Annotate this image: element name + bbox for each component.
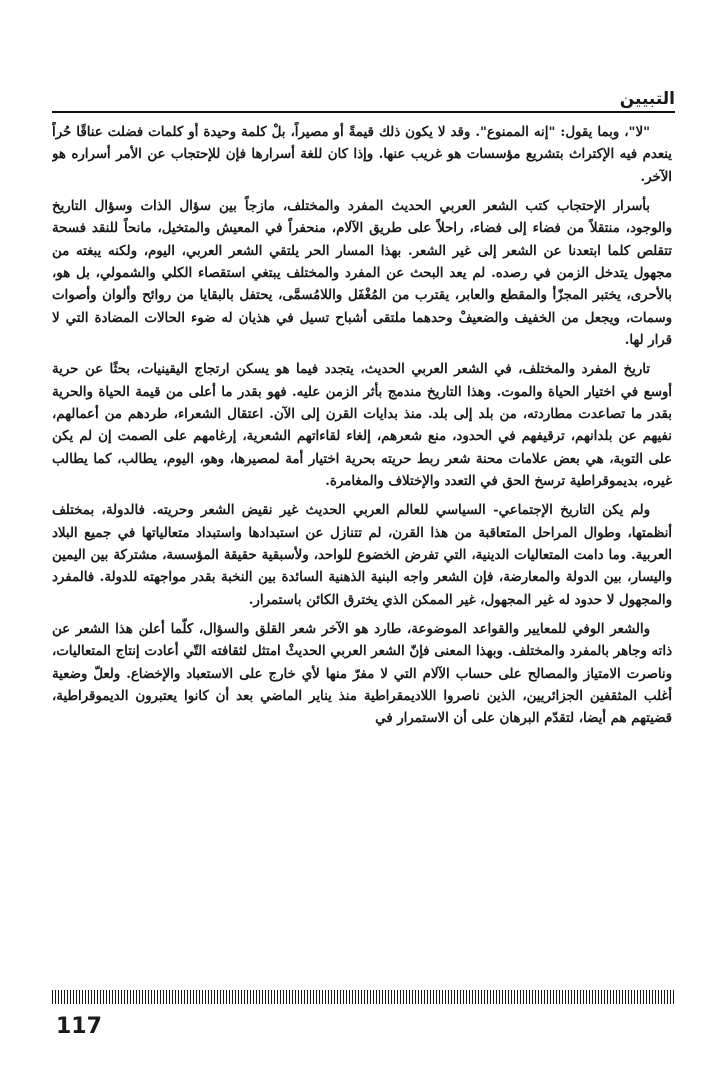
body-text xyxy=(52,122,672,982)
paragraph: "لا"، وبما يقول: "إنه الممنوع". وقد لا يكون ذلك قيمةً أو مصيراً، بلْ كلمة وحيدة أو كلمات فضلت عناقًا حُراً ينعدم فيه الإكتراث بتشريع مؤسسات هو غريب عنها. وإذا كان للغة أسرارها فإن للإحتجاب عن الأمر أسراره هو الآخر. xyxy=(52,125,672,185)
running-header xyxy=(52,84,675,108)
page-number: 117 xyxy=(56,1014,102,1039)
footer-ornament-rule xyxy=(52,990,675,1004)
paragraph: والشعر الوفي للمعايير والقواعد الموضوعة، طارد هو الآخر شعر القلق والسؤال، كلّما أعلن هذا الشعر عن ذاته وجاهر بالمفرد والمختلف. وبهذا المعنى فإنّ الشعر العربي الحديثْ امتثل لثقافته التّي أعادت إنتاج المتعاليات، وناصرت الامتياز والمصالح على حساب الآلام التي لا مفرّ منها لأي خارج على الاستعباد والإخضاع. ولعلّ وضعية أغلب المثقفين الجزائريين، الذين ناصروا اللاديمقراطية منذ يناير الماضي بعد أن كانوا يعتبرون الديموقراطية، قضيتهم هم أيضا، لتقدّم البرهان على أن الاستمرار في xyxy=(52,621,672,727)
header-divider xyxy=(52,111,675,113)
paragraph: تاريخ المفرد والمختلف، في الشعر العربي الحديث، يتجدد فيما هو يسكن ارتجاج اليقينيات، بحثًا عن حرية أوسع في اختيار الحياة والموت. وهذا التاريخ مندمج بأثر الزمن عليه. فهو بقدر ما أعلى من قيمة الحياة والحرية بقدر ما تصاعدت مطاردته، من بلد إلى بلد. منذ بدايات القرن إلى الآن. اعتقال الشعراء، طردهم من أعمالهم، نفيهم عن بلدانهم، ترقيفهم في الحدود، منع شعرهم، إلغاء لقاءاتهم الشعرية، إرغامهم على الصمت إن لم يكن على التوبة، هي بعض علامات محنة شعر ربط حريته بحرية اختيار أمة لمصيرها، وهو، اليوم، يطالب، كما يطالب غيره، بديموقراطية ترسخ الحق في التعدد والإختلاف والمغامرة. xyxy=(52,362,672,489)
running-header-title: التبيين xyxy=(619,89,675,109)
paragraph: بأسرار الإحتجاب كتب الشعر العربي الحديث المفرد والمختلف، مازجاً بين سؤال الذات وسؤال التاريخ والوجود، منتقلاً من فضاء إلى فضاء، راحلاً على طريق الآلام، منحفراً في المعيش والمتخيل، مانحاً للنقد فسحة تتقلص كلما ابتعدنا عن الشعر إلى غير الشعر. بهذا المسار الحر يلتقي الشعر العربي، اليوم، ولكنه يبغته من مجهول يتدخل الزمن في رصده. لم يعد البحث عن المفرد والمختلف يبتغي استقصاء الكلي والشمولي، بل هو، بالأحرى، يختبر المجزّأ والمقطع والعابر، يقترب من المُغْفَل واللامُسمَّى، يحتفل بالبقايا من روائح وألوان وأصوات وسمات، ويجعل من الخفيف والضعيفْ وحدهما ملتقى أشباح تسيل في هذيان له ضوء الحالات المضادة التي لا قرار لها. xyxy=(52,198,672,348)
paragraph: ولم يكن التاريخ الإجتماعي- السياسي للعالم العربي الحديث غير نقيض الشعر وحريته. فالدولة، بمختلف أنظمتها، وطوال المراحل المتعاقبة من هذا القرن، لم تتنازل عن استبدادها واستبداد متعالياتها في جميع البلاد العربية. وما دامت المتعاليات الدينية، التي تفرض الخضوع للواحد، ولأسبقية حقيقة المؤسسة، مشتركة بين اليمين واليسار، بين الدولة والمعارضة، فإن الشعر واجه البنية الذهنية السائدة بين النخبة بقدر مواجهته للدولة. فالمفرد والمجهول لا حدود له غير المجهول، غير الممكن الذي يخترق الكائن باستمرار. xyxy=(52,503,672,608)
